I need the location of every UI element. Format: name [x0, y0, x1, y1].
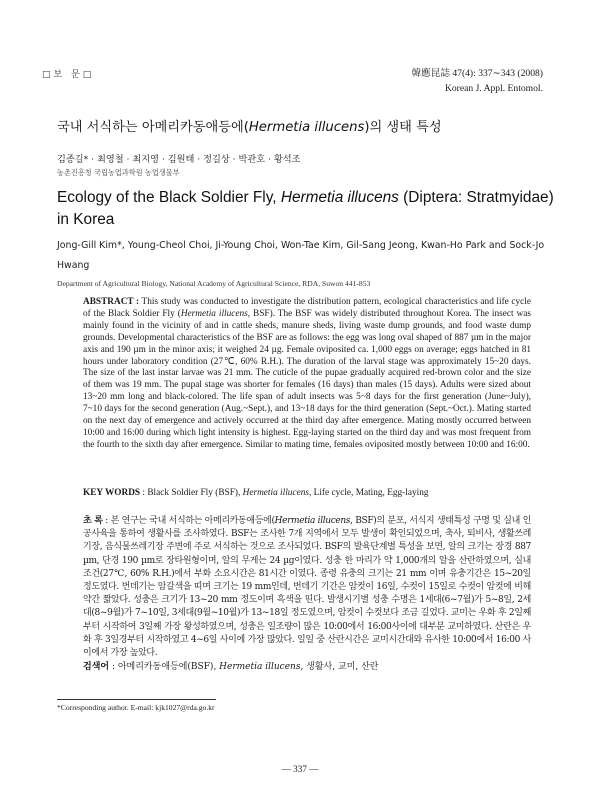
korean-title — [57, 116, 442, 135]
english-authors: Jong-Gill Kim*, Young-Cheol Choi, Ji-Young Choi, Won-Tae Kim, Gil-Sang Jeong, Kwan-Ho Park and Sock-Jo Hwang — [57, 240, 545, 271]
page-number: — 337 — — [281, 764, 319, 774]
english-affiliation: Department of Agricultural Biology, National Academy of Agricultural Science, RDA, Suwon 441-853 — [57, 279, 371, 288]
korean-keywords-post: , 생활사, 교미, 산란 — [300, 662, 379, 672]
keywords-species: Hermetia illucens — [242, 488, 309, 498]
english-abstract — [83, 297, 531, 452]
journal-name-english: Korean J. Appl. Entomol. — [444, 83, 543, 94]
korean-title-species: Hermetia illucens — [248, 120, 365, 135]
english-title-post: (Diptera: Stratmyidae) in Korea — [57, 189, 554, 228]
korean-affiliation: 농촌진흥청 국립농업과학원 농업생물부 — [57, 168, 180, 177]
korean-abstract-label: 초 록 — [83, 516, 103, 526]
corresponding-author-footnote: *Corresponding author. E-mail: kjk1027@rda.go.kr — [57, 703, 215, 712]
korean-keywords-species: Hermetia illucens — [219, 662, 301, 672]
korean-abstract-text-1: : 본 연구는 국내 서식하는 아메리카동애등에( — [102, 516, 275, 526]
article-type-label: □보 문□ — [42, 70, 95, 80]
korean-abstract-species: Hermetia illucens — [274, 516, 351, 526]
keywords-label: KEY WORDS — [83, 488, 141, 498]
journal-citation — [412, 66, 543, 96]
abstract-label: ABSTRACT : — [83, 297, 140, 307]
korean-keywords-pre: : 아메리카동애등에(BSF), — [109, 662, 220, 672]
korean-abstract-text-2: , BSF)의 분포, 서식지 생태특성 구명 및 실내 인공사육을 통하여 생활사를 조사하였다. BSF는 조사한 7개 지역에서 모두 발생이 확인되었으며, 축사, 퇴비사, 생활쓰레기장, 음식물쓰레기장 주변에 주로 서식하는 것으로 조사되었다. BSF의 발육단계별 특성을 보면, 알의 크기는 장경 887 µm, 단경 190 µm로 장타원형이며, 알의 무게는 24 µg이였다. 성충 한 마리가 약 1,000개의 알을 산란하였으며, 실내 조건(27℃, 60% R.H.)에서 부화 소요시간은 81시간 이였다. 종령 유충의 크기는 21 mm 이며 유충기간은 15~20일 정도였다. 번데기는 암갈색을 띠며 크기는 19 mm인데, 번데기 기간은 암컷이 16일, 수컷이 15일로 수컷이 암컷에 비해 약간 짧았다. 성충은 크기가 13~20 mm 정도이며 흑색을 띤다. 발생시기별 성충 수명은 1세대(6~7월)가 5~8일, 2세대(8~9월)가 7~10일, 3세대(9월~10월)가 13~18일 정도였으며, 암컷이 수컷보다 조금 길었다. 교미는 우화 후 2일째부터 시작하여 3일째 가장 왕성하였으며, 성충은 일조량이 많은 10:00에서 16:00사이에 대부분 교미하였다. 산란은 우화 후 3일경부터 시작하였고 4~6일 사이에 가장 많았다. 일일 중 산란시간은 교미시간대와 유사한 10:00에서 16:00 사이에서 가장 높았다. — [83, 516, 531, 659]
keywords-post: , Life cycle, Mating, Egg-laying — [308, 488, 429, 498]
abstract-text-1: This study was conducted to investigate the distribution pattern, ecological characteristics and life cycle of the Black Soldier Fly ( — [83, 297, 531, 319]
korean-abstract — [83, 515, 531, 660]
english-keywords — [83, 487, 531, 499]
journal-citation-korean: 韓應昆誌 47(4): 337∼343 (2008) — [411, 68, 543, 79]
korean-title-pre: 국내 서식하는 아메리카동애등에( — [57, 120, 249, 135]
english-title-pre: Ecology of the Black Soldier Fly, — [57, 189, 281, 206]
korean-keywords — [83, 661, 531, 673]
korean-keywords-label: 검색어 — [83, 662, 110, 672]
abstract-species: Hermetia illucens — [180, 308, 248, 319]
footnote-divider — [57, 699, 216, 700]
english-title — [57, 187, 557, 231]
korean-title-post: )의 생태 특성 — [364, 120, 442, 135]
keywords-pre: : Black Soldier Fly (BSF), — [140, 488, 243, 498]
english-title-species: Hermetia illucens — [280, 189, 399, 206]
korean-authors: 김종길* · 최영철 · 최지영 · 김원태 · 정길상 · 박관호 · 황석조 — [57, 154, 301, 165]
abstract-text-2: , BSF). The BSF was widely distributed throughout Korea. The insect was mainly found in the vicinity of and in cattle sheds, manure sheds, living waste dump grounds, and food waste dump grounds. Developmental characteristics of the BSF are as follows: the egg was long oval shaped of 887 µm in the major axis and 190 µm in the minor axis; it weighed 24 µg. Female oviposited ca. 1,000 eggs on average; eggs hatched in 81 hours under laboratory condition (27℃, 60% R.H.). The duration of the larval stage was approximately 15~20 days. The size of the last instar larvae was 21 mm. The cuticle of the pupae gradually acquired red-brown color and the size of them was 19 mm. The pupal stage was shorter for females (16 days) than males (15 days). Adults were sized about 13~20 mm long and black-colored. The life span of adult insects was 5~8 days for the first generation (June~July), 7~10 days for the second generation (Aug.~Sept.), and 13~18 days for the third generation (Sept.~Oct.). Mating started on the next day of emergence and actively occurred at the third day after emergence. Mating mostly occurred between 10:00 and 16:00 during which light intensity is highest. Egg-laying started on the third day and was most frequent from the fourth to the sixth day after emergence. Similar to mating time, females oviposited mostly between 10:00 and 16:00. — [83, 308, 531, 450]
